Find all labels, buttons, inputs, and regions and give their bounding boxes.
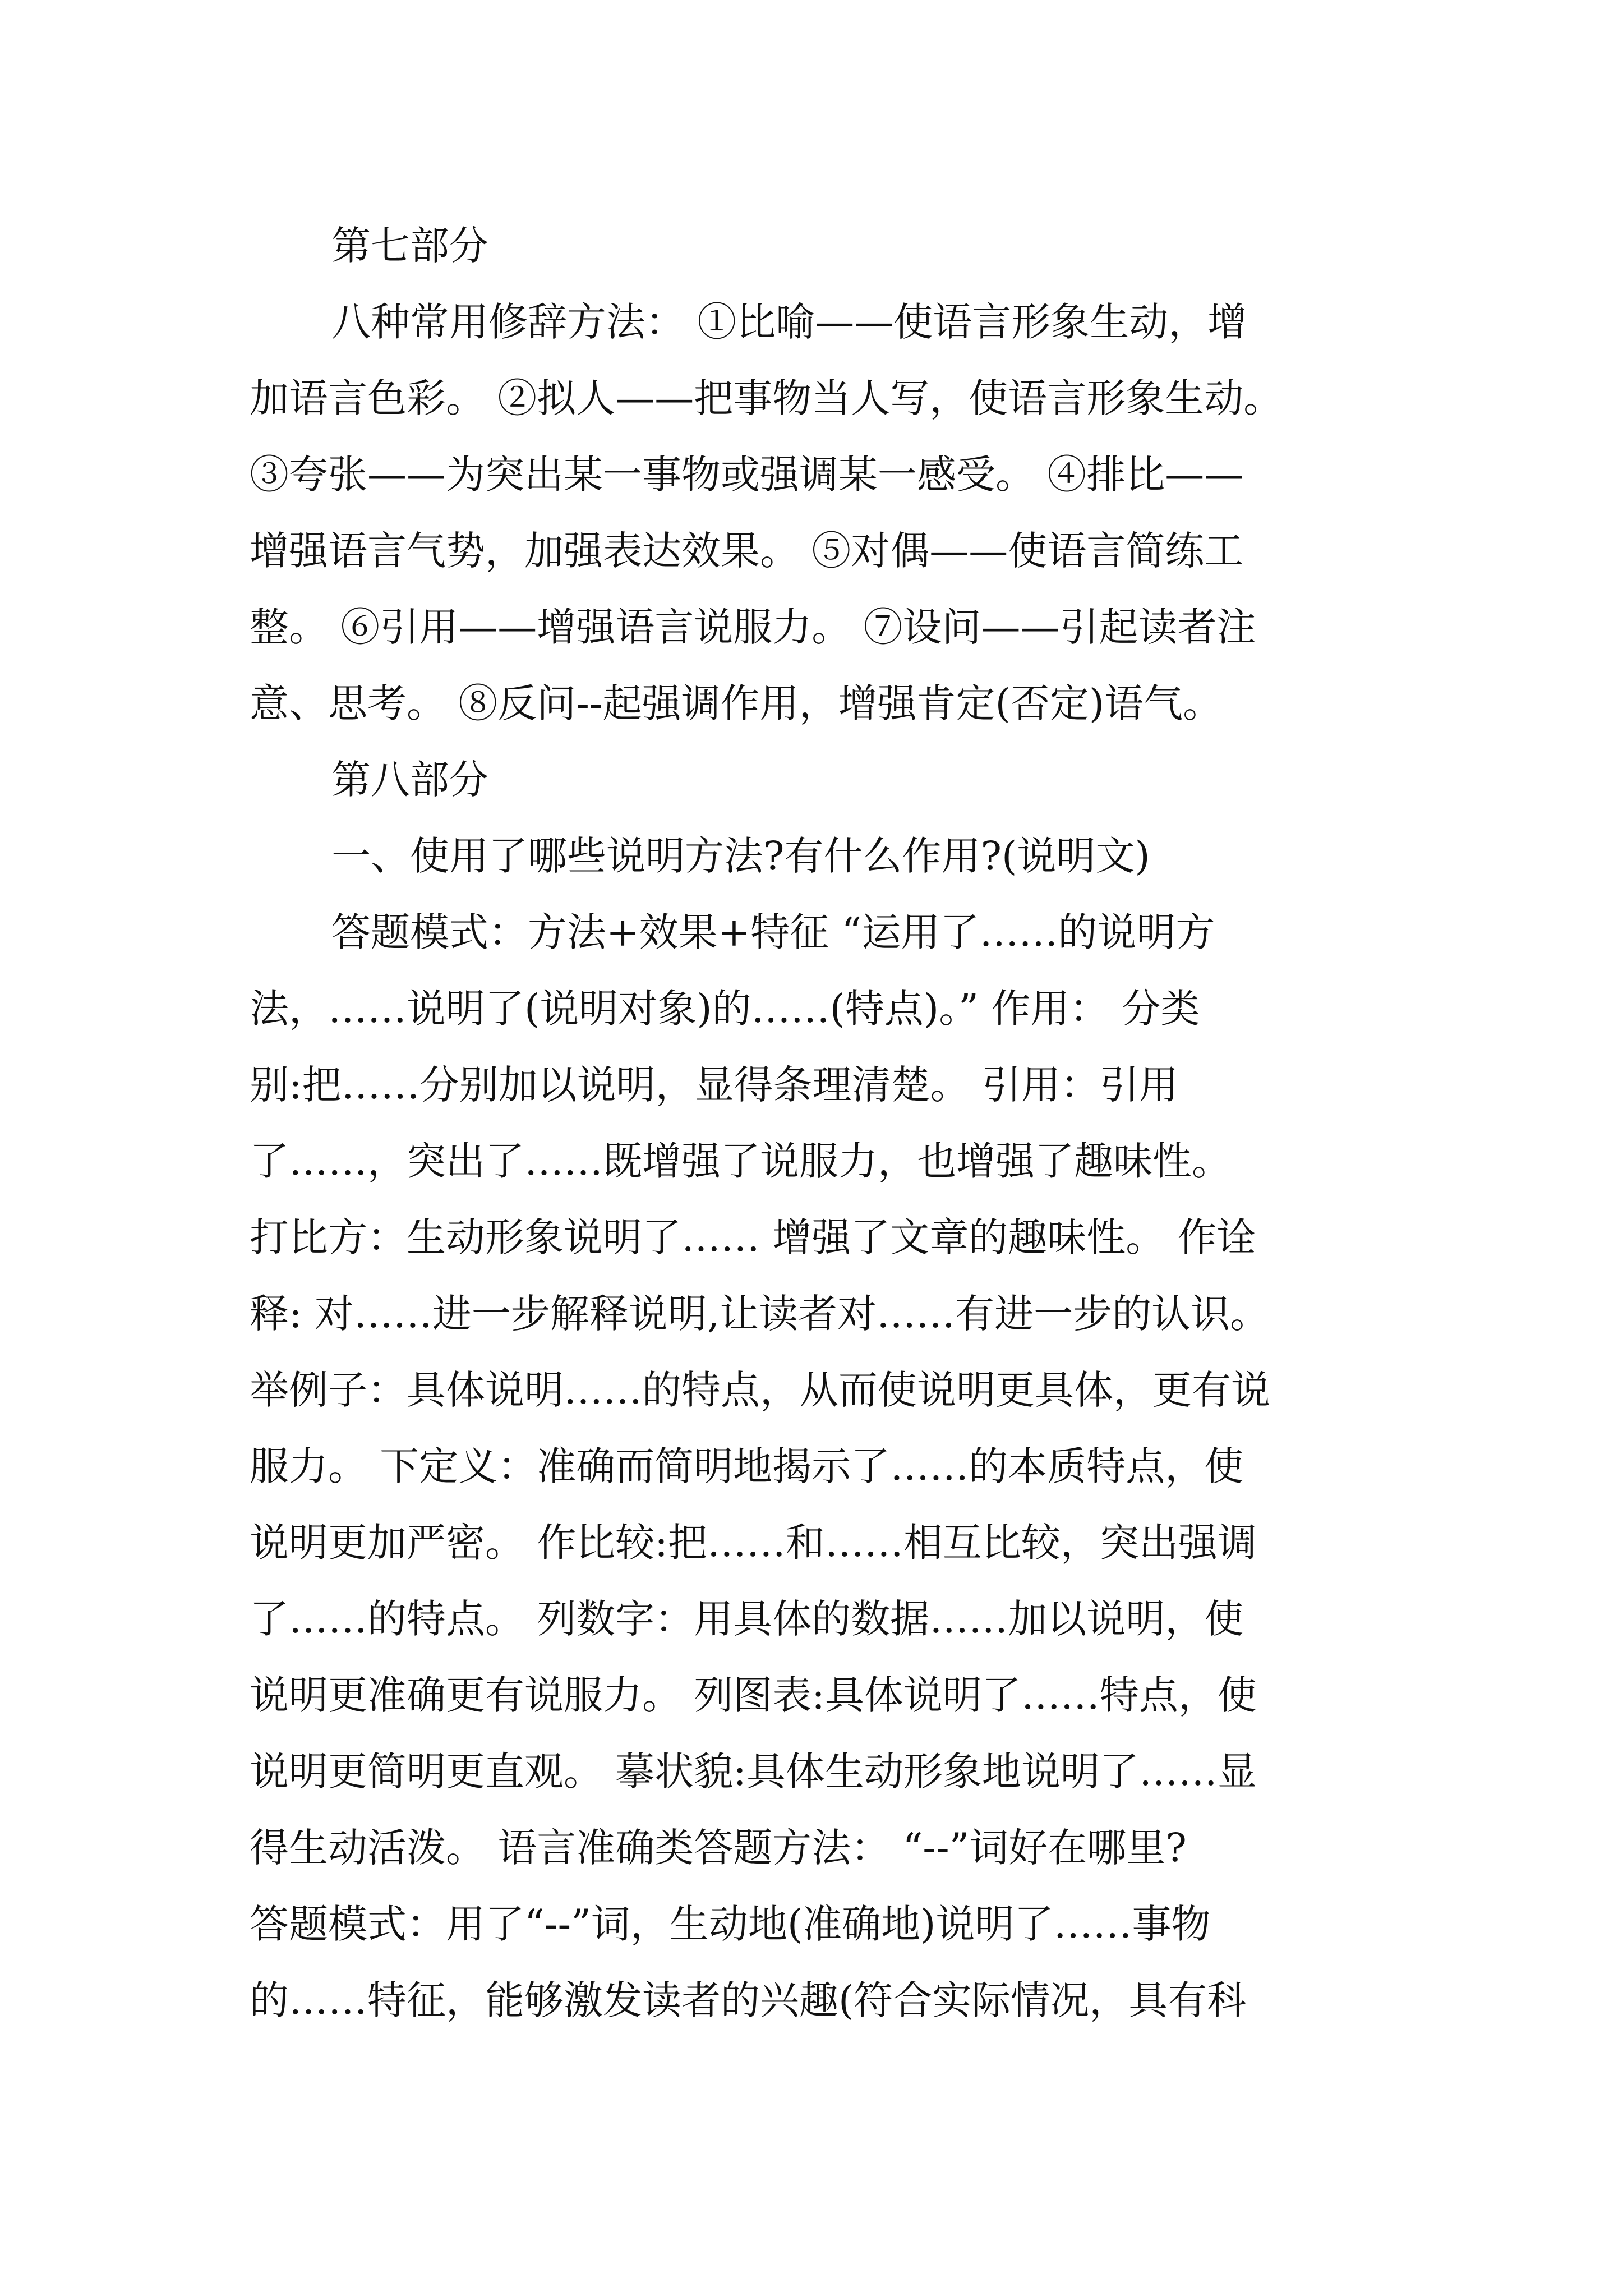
text-line: 了……，突出了……既增强了说服力，也增强了趣味性。	[250, 1138, 1231, 1184]
text-line: 服力。 下定义：准确而简明地揭示了……的本质特点，使	[250, 1443, 1244, 1489]
text-line: 别:把……分别加以说明，显得条理清楚。 引用：引用	[250, 1062, 1178, 1108]
text-line: 意、思考。 ⑧反问--起强调作用，增强肯定(否定)语气。	[250, 680, 1223, 726]
text-line: 得生动活泼。 语言准确类答题方法： “--”词好在哪里?	[250, 1825, 1187, 1871]
text-line: 了……的特点。 列数字：用具体的数据……加以说明，使	[250, 1596, 1244, 1642]
text-line: 第七部分	[331, 223, 488, 269]
text-line: 答题模式：用了“--”词，生动地(准确地)说明了……事物	[250, 1901, 1211, 1947]
text-line: 答题模式：方法+效果+特征 “运用了……的说明方	[331, 909, 1215, 955]
text-line: ③夸张——为突出某一事物或强调某一感受。 ④排比——	[250, 452, 1244, 498]
text-line: 整。 ⑥引用——增强语言说服力。 ⑦设问——引起读者注	[250, 604, 1256, 650]
text-line: 说明更准确更有说服力。 列图表:具体说明了……特点，使	[250, 1672, 1257, 1718]
text-line: 法，……说明了(说明对象)的……(特点)。” 作用： 分类	[250, 986, 1200, 1032]
text-line: 的……特征，能够激发读者的兴趣(符合实际情况，具有科	[250, 1977, 1247, 2023]
text-line: 说明更简明更直观。 摹状貌:具体生动形象地说明了……显	[250, 1749, 1257, 1795]
text-line: 释: 对……进一步解释说明,让读者对……有进一步的认识。	[250, 1291, 1270, 1337]
document-body	[250, 208, 1377, 2039]
text-line: 举例子：具体说明……的特点，从而使说明更具体，更有说	[250, 1367, 1270, 1413]
text-line: 增强语言气势，加强表达效果。 ⑤对偶——使语言简练工	[250, 528, 1244, 574]
text-line: 一、使用了哪些说明方法?有什么作用?(说明文)	[331, 833, 1150, 879]
text-line: 第八部分	[331, 757, 488, 803]
text-line: 加语言色彩。 ②拟人——把事物当人写，使语言形象生动。	[250, 375, 1283, 421]
text-line: 说明更加严密。 作比较:把……和……相互比较，突出强调	[250, 1520, 1257, 1566]
text-line: 打比方：生动形象说明了…… 增强了文章的趣味性。 作诠	[250, 1214, 1256, 1260]
text-line: 八种常用修辞方法： ①比喻——使语言形象生动，增	[331, 299, 1247, 345]
